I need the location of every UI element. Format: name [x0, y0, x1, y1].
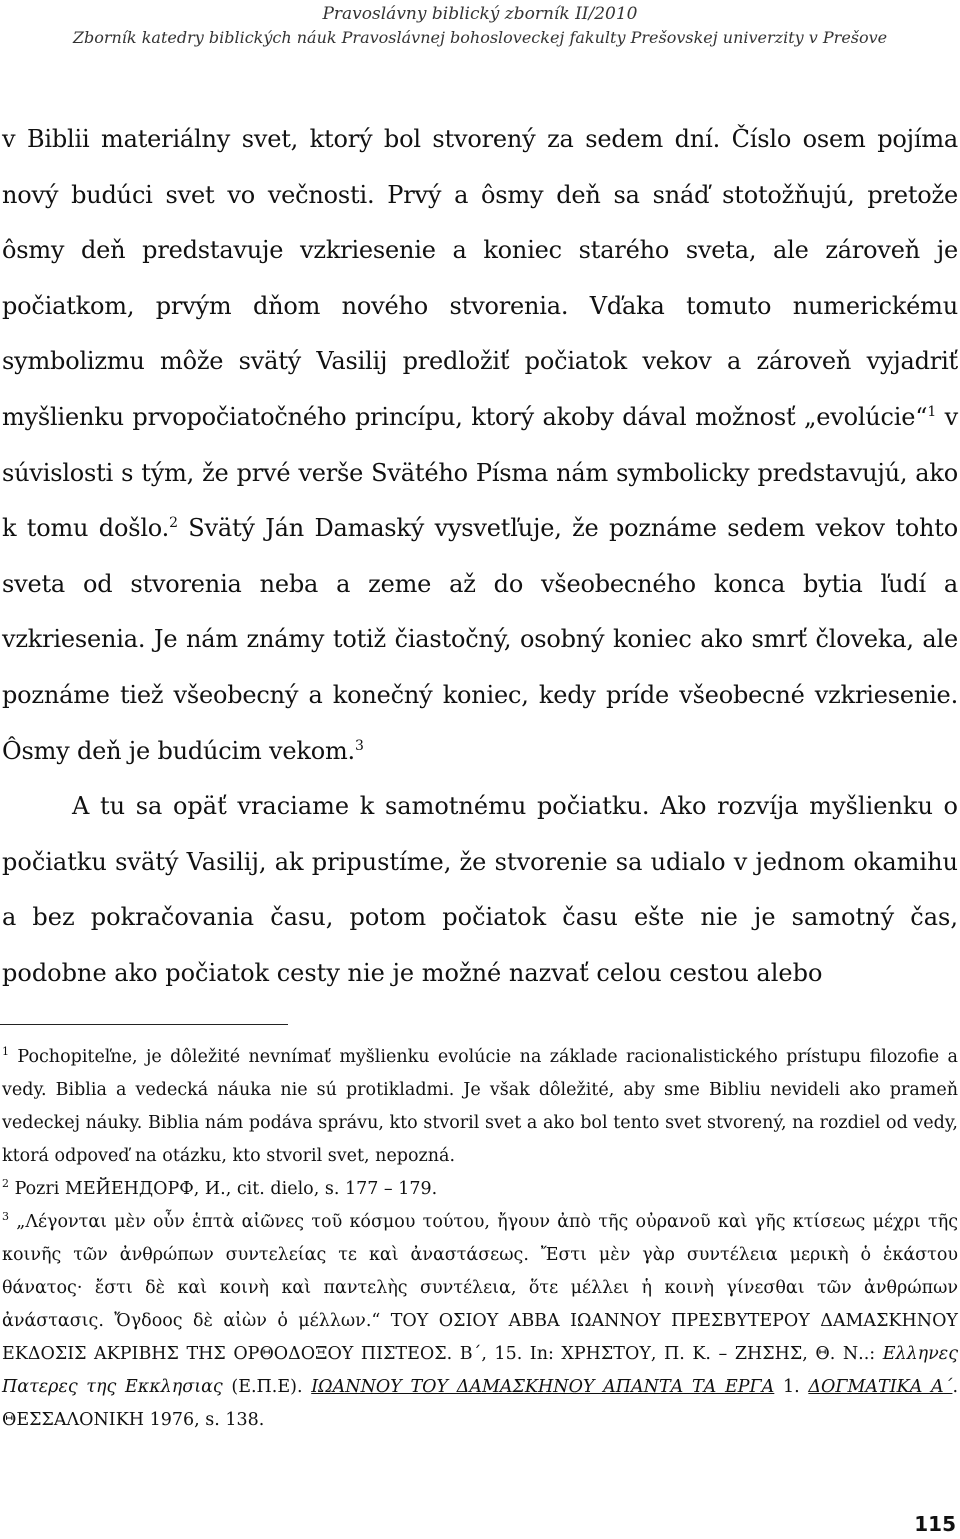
footnote-separator	[0, 1024, 288, 1025]
footnote-3-reference-d: . ΘΕΣΣΑΛΟΝΙΚΗ 1976, s. 138.	[2, 1377, 959, 1430]
footnote-3-reference-italic: Ελληνες Πατερες της Εκκλησιας	[2, 1344, 958, 1397]
footnote-2-number: 2	[2, 1177, 9, 1191]
footnote-2	[2, 1173, 958, 1206]
footnote-3-reference-underlined-2: ΔΟΓΜΑΤΙΚΑ Α΄	[808, 1377, 953, 1397]
footnote-3-reference-b: (Ε.Π.Ε).	[222, 1377, 312, 1397]
footnote-3-reference-underlined: ΙΩΑΝΝΟΥ ΤΟΥ ΔΑΜΑΣΚΗΝΟΥ ΑΠΑΝΤΑ ΤΑ ΕΡΓΑ	[311, 1377, 775, 1397]
main-text	[2, 112, 958, 1002]
paragraph-1	[2, 112, 958, 779]
footnote-1-number: 1	[2, 1045, 9, 1059]
footnote-3-number: 3	[2, 1210, 9, 1224]
paragraph-2: A tu sa opäť vraciame k samotnému počiatku. Ako rozvíja myšlienku o počiatku svätý Vasilij, ak pripustíme, že stvorenie sa udialo v jednom okamihu a bez pokračovania času, potom počiatok času ešte nie je samotný čas, podobne ako počiatok cesty nie je možné nazvať celou cestou alebo	[2, 792, 958, 987]
footnotes	[2, 1041, 958, 1437]
paragraph-1-part-c: Svätý Ján Damaský vysvetľuje, že poznáme sedem vekov tohto sveta od stvorenia neba a zeme až do všeobecného konca bytia ľudí a vzkriesenia. Je nám známy totiž čiastočný, osobný koniec ako smrť človeka, ale poznáme tiež všeobecný a konečný koniec, kedy príde všeobecné vzkriesenie. Ôsmy deň je budúcim vekom.	[2, 514, 958, 765]
paragraph-1-part-a: v Biblii materiálny svet, ktorý bol stvorený za sedem dní. Číslo osem pojíma nový budúci svet vo večnosti. Prvý a ôsmy deň sa snáď stotožňujú, pretože ôsmy deň predstavuje vzkriesenie a koniec starého sveta, ale zároveň je počiatkom, prvým dňom nového stvorenia. Vďaka tomuto numerickému symbolizmu môže svätý Vasilij predložiť počiatok vekov a zároveň vyjadriť myšlienku prvopočiatočného princípu, ktorý akoby dával možnosť „evolúcie“	[2, 125, 958, 431]
footnote-3-reference-a: ΤΟΥ ΟΣΙΟΥ ΑΒΒΑ ΙΩΑΝΝΟΥ ΠΡΕΣΒΥΤΕΡΟΥ ΔΑΜΑΣΚΗΝΟΥ ΕΚΔΟΣΙΣ ΑΚΡΙΒΗΣ ΤΗΣ ΟΡΘΟΔΟΞΟΥ ΠΙΣΤΕΟΣ. Β΄, 15. In: ΧΡΗΣΤΟΥ, Π. Κ. – ΖΗΣΗΣ, Θ. Ν..:	[2, 1311, 958, 1364]
page-number: 115	[914, 1512, 956, 1536]
footnote-1	[2, 1041, 958, 1173]
running-header	[0, 2, 960, 50]
footnote-3-reference-c: 1.	[774, 1377, 809, 1397]
header-faculty-line: Zborník katedry biblických náuk Pravoslávnej bohosloveckej fakulty Prešovskej univerzity v Prešove	[72, 28, 888, 47]
footnote-3-greek-quote: „Λέγονται μὲν οὖν ἑπτὰ αἰῶνες τοῦ κόσμου τούτου, ἤγουν ἀπὸ τῆς οὐρανοῦ καὶ γῆς κτίσεως μέχρι τῆς κοινῆς τῶν ἀνθρώπων συντελείας τε καὶ ἀναστάσεως. Ἔστι μὲν γὰρ συντέλεια μερικὴ ὁ ἑκάστου θάνατος· ἔστι δὲ καὶ κοινὴ καὶ παντελὴς συντέλεια, ὅτε μέλλει ἡ κοινὴ γίνεσθαι τῶν ἀνθρώπων ἀνάστασις. Ὄγδοος δὲ αἰὼν ὁ μέλλων.“	[2, 1212, 958, 1331]
paragraph-1-part-b: v súvislosti s tým, že prvé verše Svätého Písma nám symbolicky predstavujú, ako k tomu došlo.	[2, 402, 958, 543]
footnote-3	[2, 1206, 958, 1437]
header-journal-title: Pravoslávny biblický zborník II/2010	[322, 4, 638, 24]
footnote-ref-3: 3	[354, 737, 364, 754]
footnote-ref-2: 2	[169, 515, 178, 532]
footnote-ref-1: 1	[927, 403, 937, 420]
footnote-2-text: Pozri МЕЙЕНДОРФ, И., cit. dielo, s. 177 – 179.	[14, 1179, 438, 1199]
footnote-1-text: Pochopiteľne, je dôležité nevnímať myšlienku evolúcie na základe racionalistického prístupu filozofie a vedy. Biblia a vedecká náuka nie sú protikladmi. Je však dôležité, aby sme Bibliu nevideli ako prameň vedeckej náuky. Biblia nám podáva správu, kto stvoril svet a ako bol tento svet stvorený, na rozdiel od vedy, ktorá odpoveď na otázku, kto stvoril svet, nepozná.	[2, 1047, 958, 1166]
